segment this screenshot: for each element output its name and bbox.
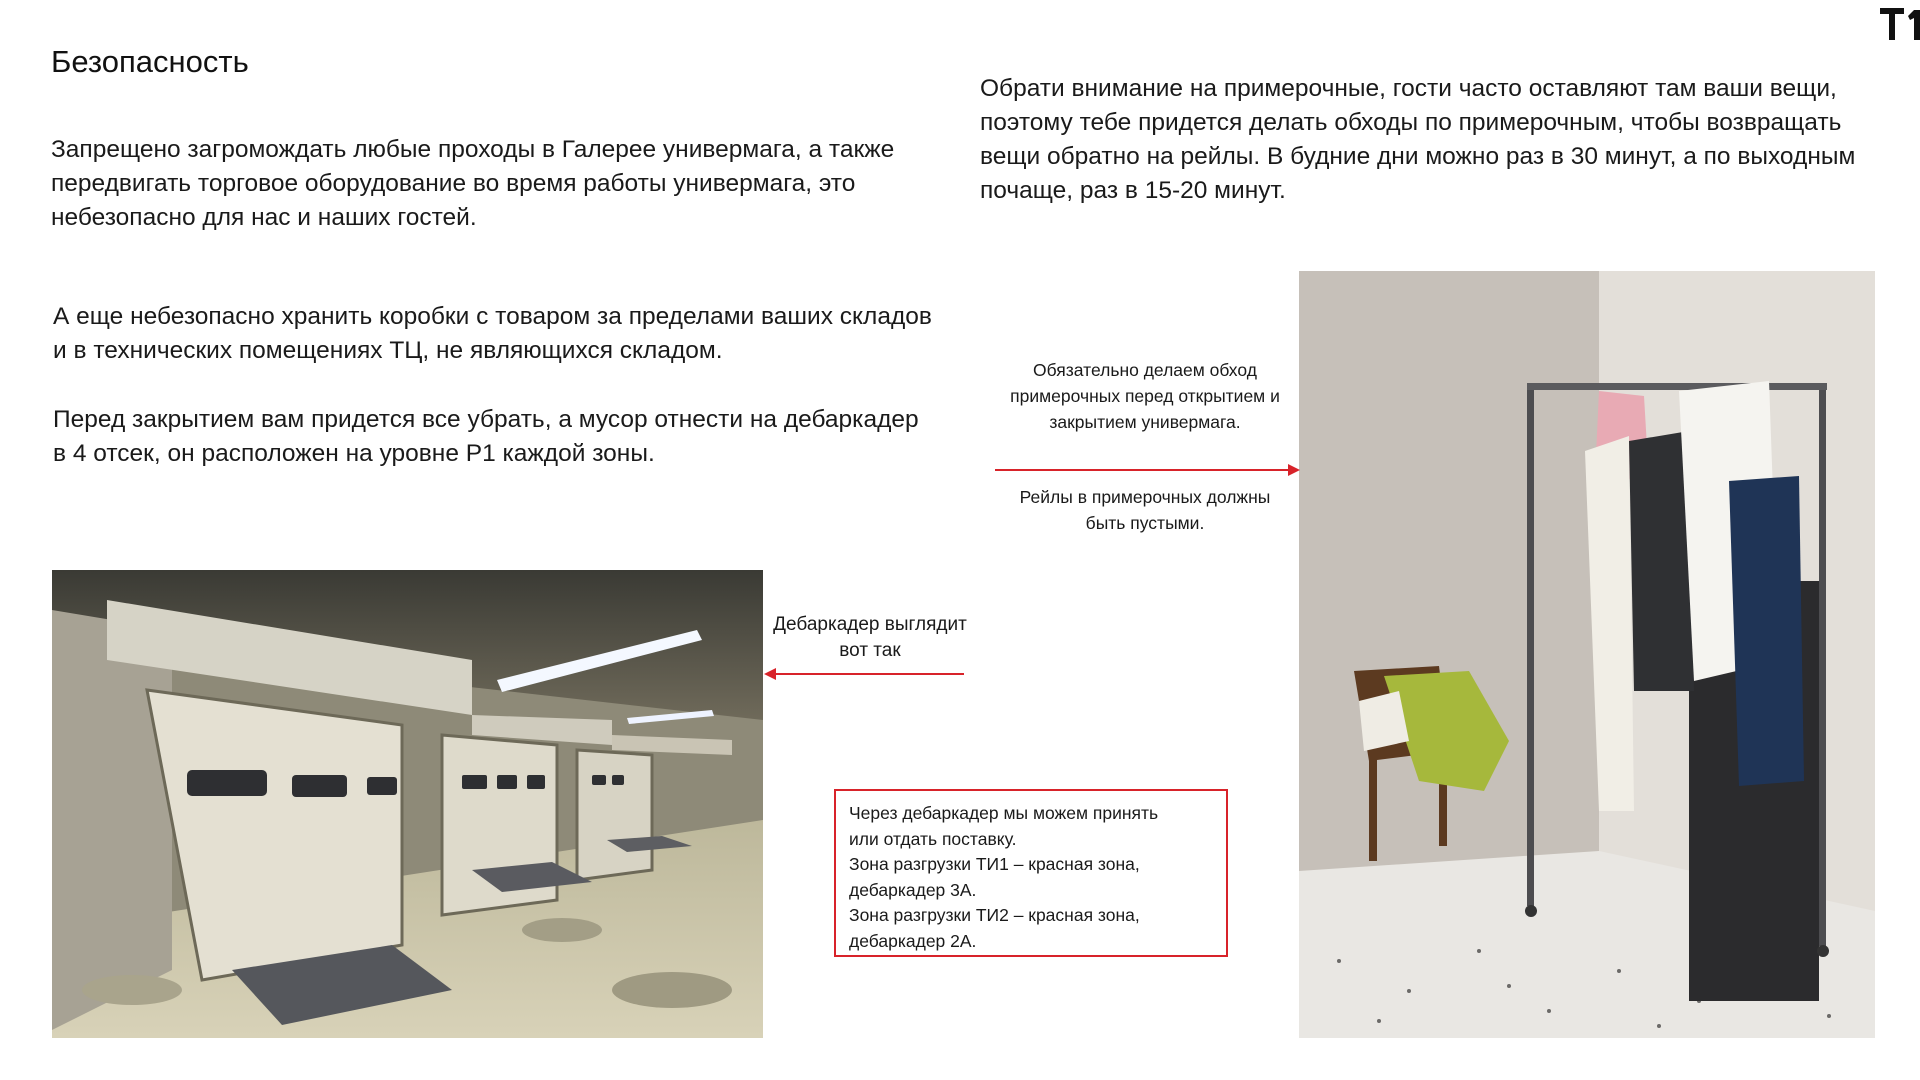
arrow-to-fitting-photo: [995, 460, 1300, 480]
caption-loading-dock: Дебаркадер выглядит вот так: [773, 614, 967, 661]
arrow-to-dock-photo: [764, 664, 964, 684]
caption-fitting-room-rounds: Обязательно делаем обход примерочных перед открытием и закрытием универмага.: [1010, 360, 1280, 432]
page-title: Безопасность: [51, 44, 249, 79]
note-line: или отдать поставку.: [849, 828, 1017, 849]
paragraph-closing: Перед закрытием вам придется все убрать, а мусор отнести на дебаркадер в 4 отсек, он расположен на уровне Р1 каждой зоны.: [53, 406, 919, 467]
note-line: Зона разгрузки ТИ1 – красная зона,: [849, 854, 1140, 874]
paragraph-storage: А еще небезопасно хранить коробки с товаром за пределами ваших складов и в технических помещениях ТЦ, не являющихся складом.: [53, 303, 932, 364]
loading-dock-photo: [52, 570, 763, 1038]
paragraph-fitting-rooms: Обрати внимание на примерочные, гости часто оставляют там ваши вещи, поэтому тебе придется делать обходы по примерочным, чтобы возвращать вещи обратно на рейлы. В будние дни можно раз в 30 минут, а по выходным почаще, раз в 15-20 минут.: [980, 75, 1856, 204]
note-line: Через дебаркадер мы можем принять: [849, 803, 1159, 823]
note-line: Зона разгрузки ТИ2 – красная зона,: [849, 905, 1140, 925]
brand-logo: [1880, 6, 1920, 42]
paragraph-passages: Запрещено загромождать любые проходы в Галерее универмага, а также передвигать торговое оборудование во время работы универмага, это небезопасно для нас и наших гостей.: [51, 136, 895, 231]
caption-rails-empty: Рейлы в примерочных должны быть пустыми.: [1019, 487, 1271, 533]
fitting-room-photo: [1299, 271, 1875, 1038]
delivery-note-box: [834, 789, 1228, 957]
note-line: дебаркадер 2А.: [849, 930, 977, 951]
note-line: дебаркадер 3А.: [849, 879, 977, 900]
